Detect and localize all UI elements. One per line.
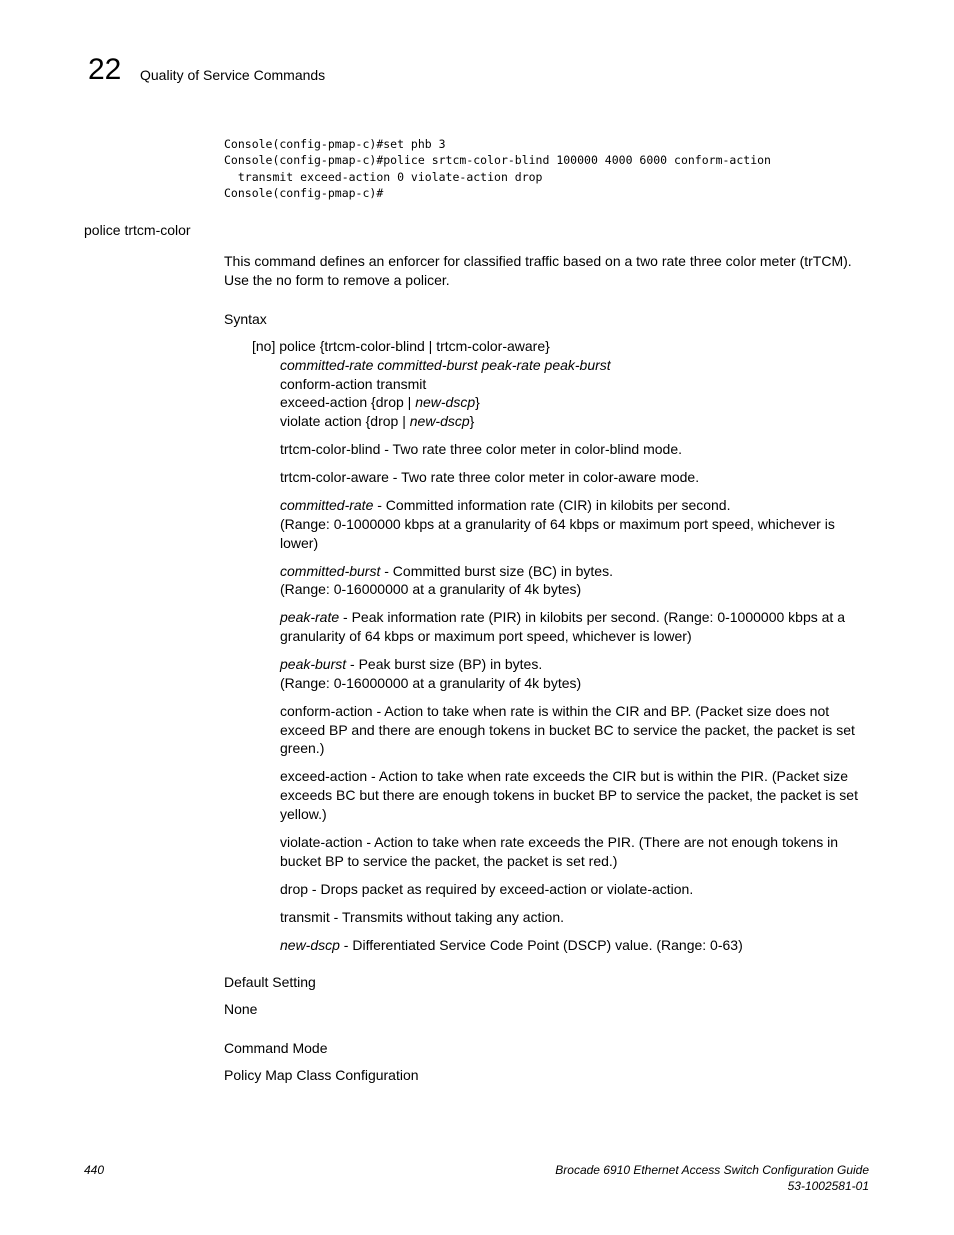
syntax-line: violate action {drop | new-dscp} <box>280 413 475 430</box>
param-committed-burst: committed-burst - Committed burst size (BC) in bytes. (Range: 0-16000000 at a granularity of 4k bytes) <box>280 562 613 598</box>
param-exceed-action: exceed-action - Action to take when rate exceeds the CIR but is within the PIR. (Packet size exceeds BC but there are enough tokens in bucket BP to service the packet, the packet is set yellow.) <box>280 768 858 823</box>
param-trtcm-color-aware: trtcm-color-aware - Two rate three color meter in color-aware mode. <box>280 468 700 485</box>
syntax-keyword: no <box>255 338 272 354</box>
code-example <box>224 136 771 201</box>
code-line: Console(config-pmap-c)#set phb 3 <box>224 137 446 151</box>
chapter-number: 22 <box>88 53 122 86</box>
param-committed-rate: committed-rate - Committed information rate (CIR) in kilobits per second. (Range: 0-1000000 kbps at a granularity of 64 kbps or maximum port speed, whichever is lower) <box>280 496 835 551</box>
syntax-block <box>252 337 611 431</box>
parameter-list <box>280 440 870 964</box>
code-line: transmit exceed-action 0 violate-action drop <box>224 169 543 184</box>
syntax-line: committed-rate committed-burst peak-rate peak-burst <box>280 356 611 373</box>
command-mode-value: Policy Map Class Configuration <box>224 1067 419 1083</box>
code-line: Console(config-pmap-c)# <box>224 185 384 200</box>
guide-title: Brocade 6910 Ethernet Access Switch Configuration Guide <box>555 1163 869 1177</box>
param-peak-rate: peak-rate - Peak information rate (PIR) in kilobits per second. (Range: 0-1000000 kbps at a granularity of 64 kbps or maximum port speed, whichever is lower) <box>280 609 845 645</box>
default-setting-heading: Default Setting <box>224 974 316 990</box>
command-heading: police trtcm-color <box>84 222 191 238</box>
no-keyword: no <box>276 272 292 288</box>
code-line: Console(config-pmap-c)#police srtcm-color-blind 100000 4000 6000 conform-action <box>224 153 771 168</box>
param-conform-action: conform-action - Action to take when rate is within the CIR and BP. (Packet size does not exceed BP and there are enough tokens in bucket BC to service the packet, the packet is set green.) <box>280 702 855 757</box>
syntax-line: conform-action transmit <box>280 375 427 392</box>
syntax-line: [no] police {trtcm-color-blind | trtcm-color-aware} <box>252 338 550 354</box>
default-setting-value: None <box>224 1001 258 1017</box>
page-number: 440 <box>84 1163 105 1177</box>
command-description: This command defines an enforcer for classified traffic based on a two rate three color meter (trTCM). Use the no form to remove a policer. <box>224 253 852 288</box>
param-peak-burst: peak-burst - Peak burst size (BP) in bytes. (Range: 0-16000000 at a granularity of 4k bytes) <box>280 656 582 691</box>
doc-number: 53-1002581-01 <box>787 1179 869 1193</box>
chapter-title: Quality of Service Commands <box>140 67 326 83</box>
param-trtcm-color-blind: trtcm-color-blind - Two rate three color meter in color-blind mode. <box>280 441 683 457</box>
param-drop: drop - Drops packet as required by exceed-action or violate-action. <box>280 880 694 897</box>
syntax-heading: Syntax <box>224 311 267 327</box>
syntax-keyword: police <box>279 338 316 354</box>
param-new-dscp: new-dscp - Differentiated Service Code Point (DSCP) value. (Range: 0-63) <box>280 936 743 953</box>
footer-doc-info <box>555 1162 869 1194</box>
syntax-line: exceed-action {drop | new-dscp} <box>280 394 480 411</box>
param-violate-action: violate-action - Action to take when rate exceeds the PIR. (There are not enough tokens in bucket BP to service the packet, the packet is set red.) <box>280 834 839 869</box>
command-mode-heading: Command Mode <box>224 1040 328 1056</box>
param-transmit: transmit - Transmits without taking any action. <box>280 908 565 925</box>
syntax-keyword: trtcm-color-aware <box>436 338 546 354</box>
syntax-keyword: trtcm-color-blind <box>324 338 425 354</box>
